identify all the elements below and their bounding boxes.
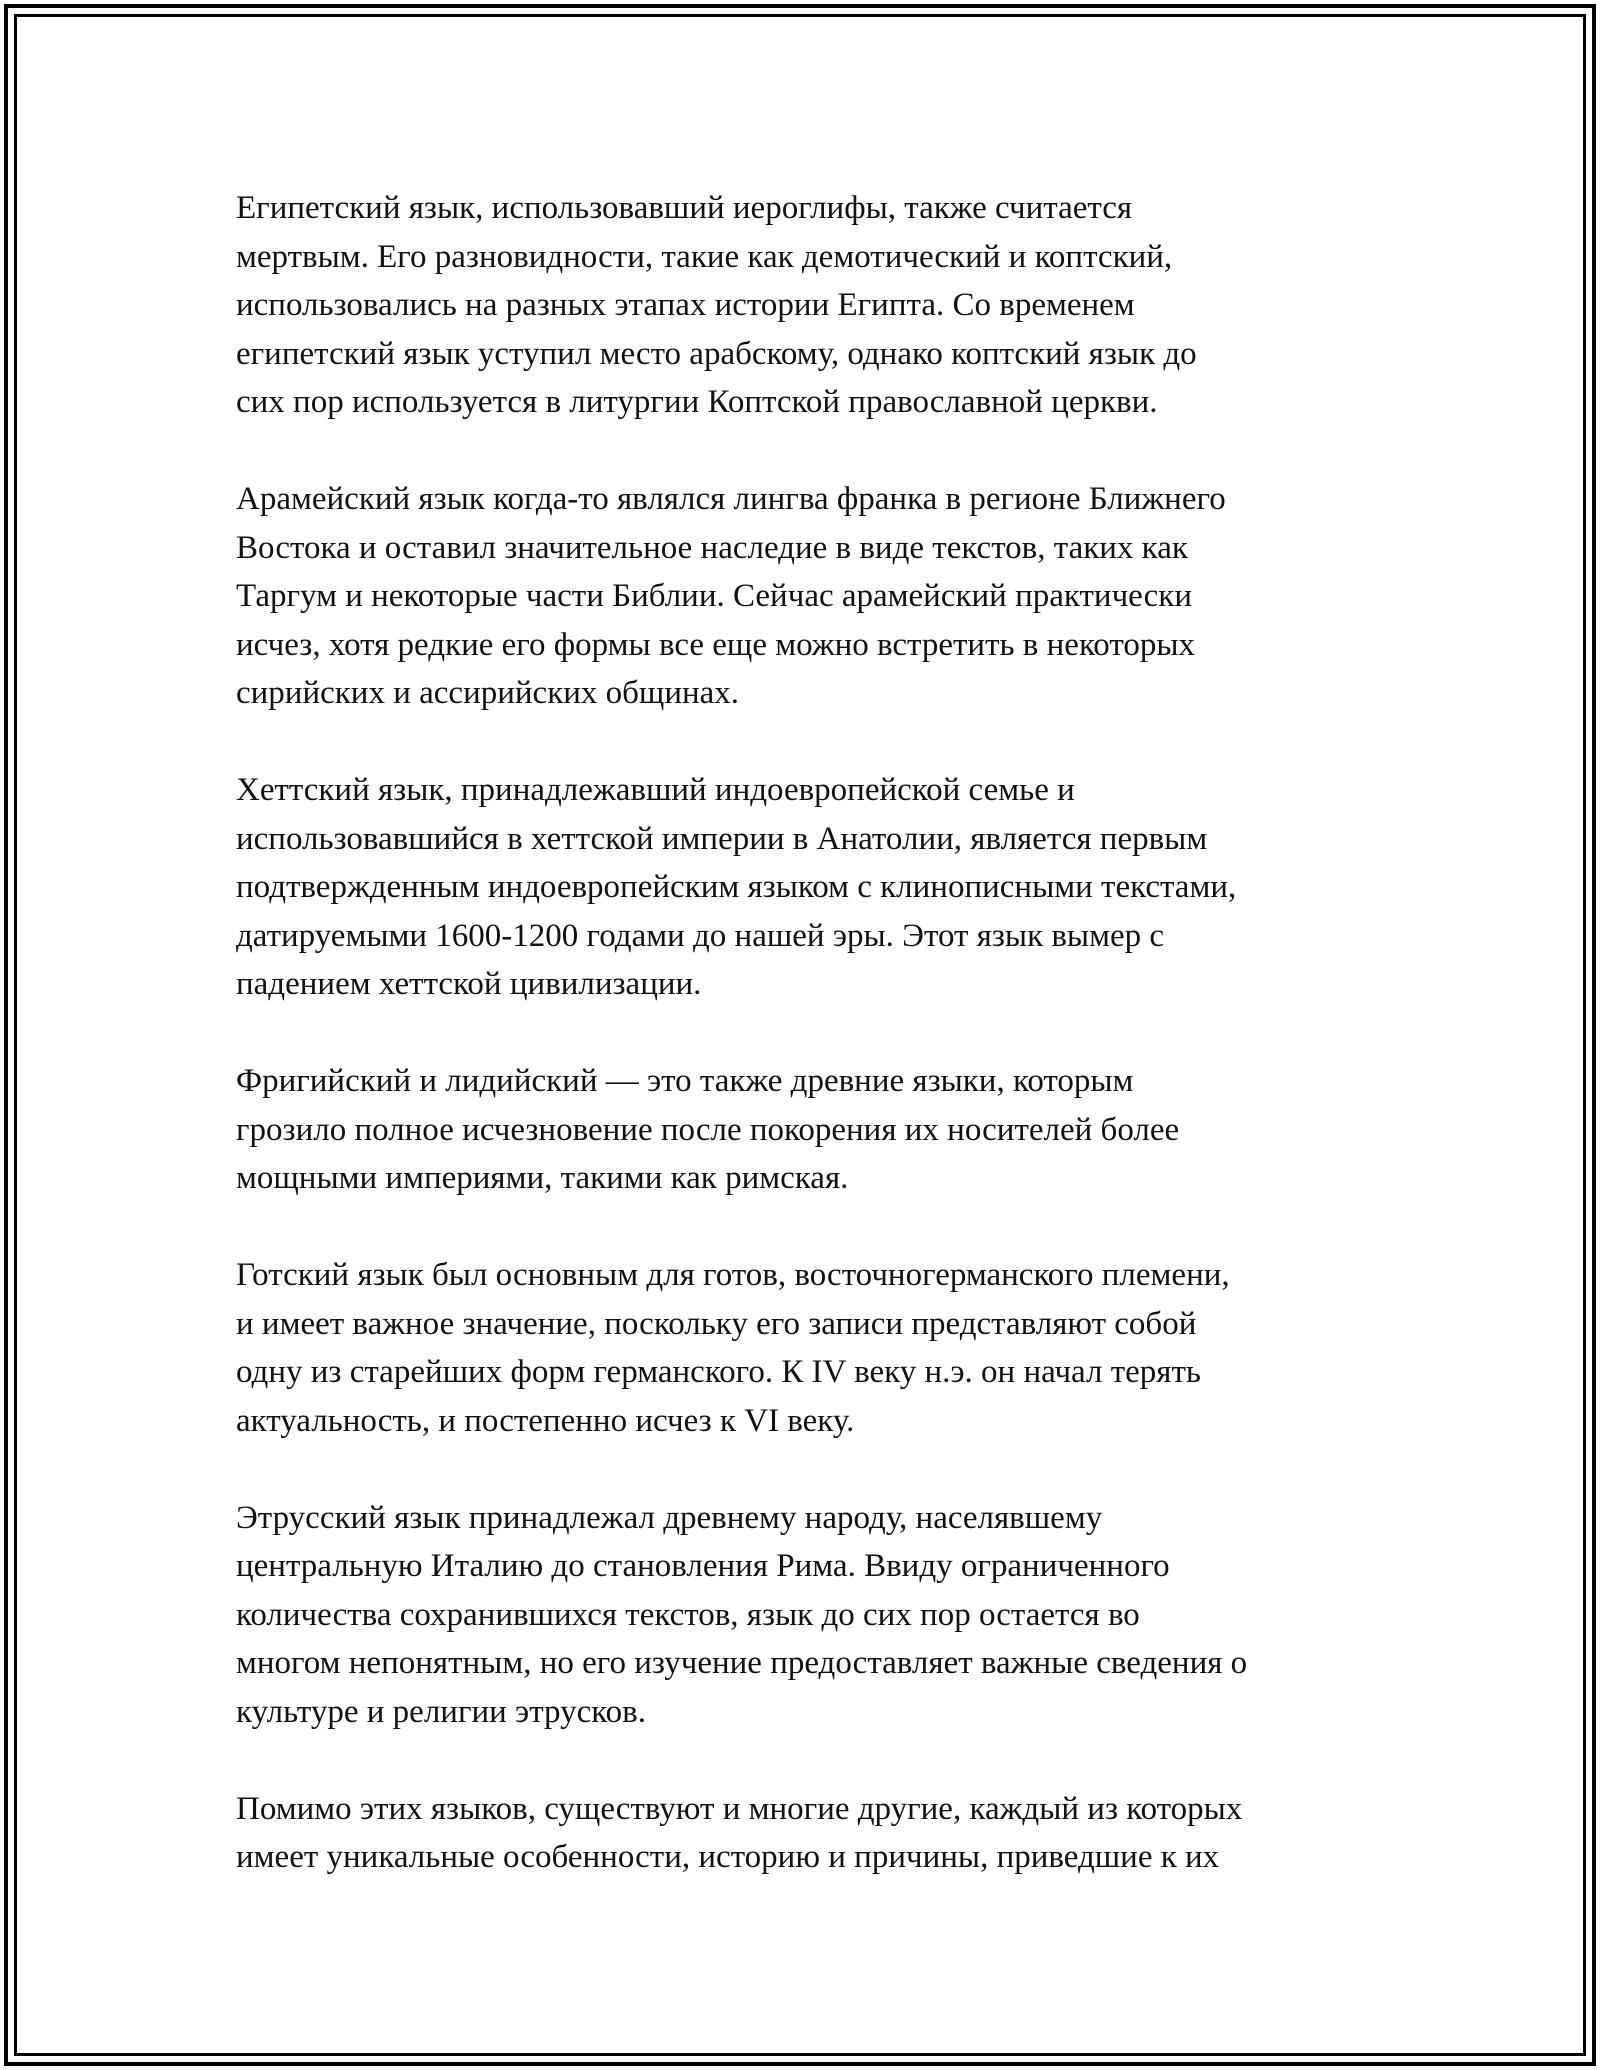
text-line: Помимо этих языков, существуют и многие другие, каждый из которых xyxy=(236,1790,1243,1827)
document-body xyxy=(236,184,1376,1930)
paragraph-etruscan xyxy=(236,1494,1376,1737)
paragraph-egyptian xyxy=(236,184,1376,427)
text-line: количества сохранившихся текстов, язык до сих пор остается во xyxy=(236,1596,1140,1633)
text-line: одну из старейших форм германского. К IV веку н.э. он начал терять xyxy=(236,1354,1201,1390)
text-line: Фригийский и лидийский — это также древние языки, которым xyxy=(236,1063,1134,1099)
text-line: использовались на разных этапах истории Египта. Со временем xyxy=(236,287,1135,323)
paragraph-other-languages xyxy=(236,1785,1376,1882)
text-line: культуре и религии этрусков. xyxy=(236,1693,646,1730)
text-line: подтвержденным индоевропейским языком с клинописными текстами, xyxy=(236,869,1237,905)
text-line: имеет уникальные особенности, историю и причины, приведшие к их xyxy=(236,1839,1220,1875)
paragraph-gothic xyxy=(236,1251,1376,1445)
text-line: датируемыми 1600-1200 годами до нашей эры. Этот язык вымер с xyxy=(236,917,1165,954)
paragraph-phrygian-lydian xyxy=(236,1057,1376,1203)
text-line: использовавшийся в хеттской империи в Анатолии, является первым xyxy=(236,820,1208,857)
text-line: Хеттский язык, принадлежавший индоевропейской семье и xyxy=(236,772,1075,808)
text-line: египетский язык уступил место арабскому, однако коптский язык до xyxy=(236,335,1197,372)
text-line: многом непонятным, но его изучение предоставляет важные сведения о xyxy=(236,1645,1248,1681)
paragraph-hittite xyxy=(236,766,1376,1009)
text-line: сих пор используется в литургии Коптской православной церкви. xyxy=(236,384,1158,420)
text-line: и имеет важное значение, поскольку его записи представляют собой xyxy=(236,1305,1197,1342)
text-line: Этрусский язык принадлежал древнему народу, населявшему xyxy=(236,1499,1103,1536)
text-line: падением хеттской цивилизации. xyxy=(236,966,702,1002)
text-line: исчез, хотя редкие его формы все еще можно встретить в некоторых xyxy=(236,626,1196,663)
text-line: мертвым. Его разновидности, такие как демотический и коптский, xyxy=(236,238,1173,275)
paragraph-aramaic xyxy=(236,475,1376,718)
text-line: Египетский язык, использовавший иероглифы, также считается xyxy=(236,190,1133,226)
text-line: центральную Италию до становления Рима. Ввиду ограниченного xyxy=(236,1548,1170,1584)
text-line: актуальность, и постепенно исчез к VI веку. xyxy=(236,1402,855,1439)
text-line: Арамейский язык когда-то являлся лингва франка в регионе Ближнего xyxy=(236,481,1226,517)
text-line: Готский язык был основным для готов, восточногерманского племени, xyxy=(236,1257,1230,1293)
text-line: сирийских и ассирийских общинах. xyxy=(236,675,740,711)
text-line: мощными империями, такими как римская. xyxy=(236,1160,849,1196)
text-line: Востока и оставил значительное наследие в виде текстов, таких как xyxy=(236,529,1188,566)
text-line: Таргум и некоторые части Библии. Сейчас арамейский практически xyxy=(236,578,1192,614)
text-line: грозило полное исчезновение после покорения их носителей более xyxy=(236,1111,1180,1148)
